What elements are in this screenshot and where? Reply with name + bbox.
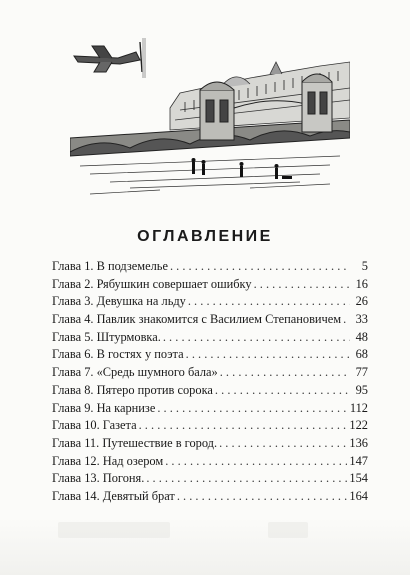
dot-leader <box>157 401 348 416</box>
page-number: 122 <box>349 418 368 433</box>
toc-entry <box>52 489 368 507</box>
dot-leader <box>215 383 350 398</box>
bleed-through-mark <box>58 522 170 538</box>
dot-leader <box>165 454 347 469</box>
toc-entry <box>52 365 368 383</box>
toc-entry <box>52 471 368 489</box>
chapter-title: Глава 7. «Средь шумного бала» <box>52 365 218 380</box>
dot-leader <box>188 294 350 309</box>
dot-leader <box>146 471 347 486</box>
dot-leader <box>186 347 350 362</box>
page-number: 164 <box>349 488 368 503</box>
page-number: 112 <box>349 400 368 415</box>
toc-heading: ОГЛАВЛЕНИЕ <box>137 228 273 245</box>
toc-entry <box>52 312 368 330</box>
page-number: 26 <box>355 294 368 309</box>
toc-entry <box>52 418 368 436</box>
chapter-title: Глава 5. Штурмовка. <box>52 329 161 344</box>
chapter-title: Глава 10. Газета <box>52 418 137 433</box>
toc-entry <box>52 259 368 277</box>
dot-leader <box>343 312 350 327</box>
toc-entry <box>52 347 368 365</box>
toc-entry <box>52 401 368 419</box>
chapter-title: Глава 2. Рябушкин совершает ошибку <box>52 276 252 291</box>
page-number: 33 <box>355 312 368 327</box>
bridge-illustration <box>70 38 350 198</box>
dot-leader <box>139 418 348 433</box>
chapter-title: Глава 9. На карнизе <box>52 400 156 415</box>
dot-leader <box>219 436 347 451</box>
page-number: 136 <box>349 435 368 450</box>
page-number: 95 <box>355 382 368 397</box>
toc-entry <box>52 294 368 312</box>
page-number: 48 <box>355 329 368 344</box>
page-number: 77 <box>355 365 368 380</box>
river-ice <box>80 156 340 194</box>
page-number: 68 <box>355 347 368 362</box>
chapter-title: Глава 13. Погоня. <box>52 471 145 486</box>
page-number: 16 <box>355 276 368 291</box>
chapter-title: Глава 14. Девятый брат <box>52 488 175 503</box>
toc-entry <box>52 277 368 295</box>
toc-entry <box>52 454 368 472</box>
dot-leader <box>254 277 350 292</box>
chapter-title: Глава 12. Над озером <box>52 453 164 468</box>
page-number: 154 <box>349 471 368 486</box>
toc-entry <box>52 330 368 348</box>
bleed-through-mark <box>268 522 308 538</box>
chapter-title: Глава 6. В гостях у поэта <box>52 347 184 362</box>
table-of-contents <box>52 259 368 507</box>
chapter-title: Глава 11. Путешествие в город. <box>52 435 218 450</box>
page-number: 5 <box>361 259 368 273</box>
dot-leader <box>177 489 348 504</box>
chapter-title: Глава 4. Павлик знакомится с Василием Степановичем <box>52 312 342 327</box>
chapter-title: Глава 3. Девушка на льду <box>52 294 186 309</box>
dot-leader <box>170 259 350 274</box>
chapter-title: Глава 1. В подземелье <box>52 259 168 273</box>
toc-entry <box>52 436 368 454</box>
dot-leader <box>220 365 350 380</box>
chapter-title: Глава 8. Пятеро против сорока <box>52 382 213 397</box>
dot-leader <box>163 330 350 345</box>
page-number: 147 <box>349 453 368 468</box>
airplane-drawing <box>74 38 146 78</box>
bridge-drawing <box>70 74 350 156</box>
toc-entry <box>52 383 368 401</box>
